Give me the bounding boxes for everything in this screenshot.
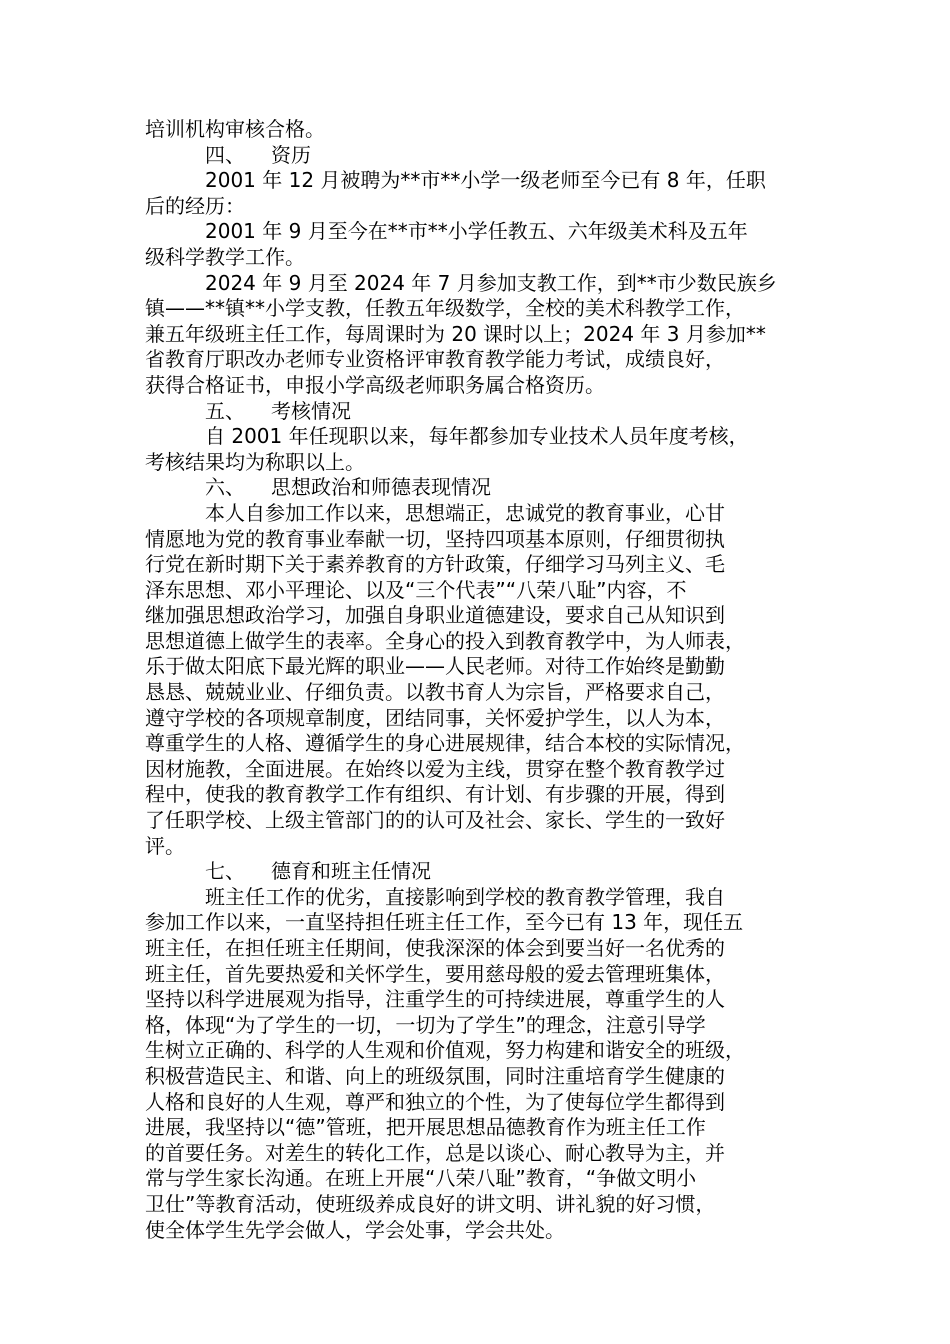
text-line: 格，体现“为了学生的一切，一切为了学生”的理念，注意引导学	[145, 1012, 706, 1037]
document-body	[145, 117, 813, 1243]
text-line: 积极营造民主、和谐、向上的班级氛围，同时注重培育学生健康的	[145, 1063, 725, 1088]
text-line: 自 2001 年任现职以来，每年都参加专业技术人员年度考核，	[205, 424, 749, 449]
text-line: 2001 年 12 月被聘为**市**小学一级老师至今已有 8 年，任职	[205, 168, 766, 193]
text-line: 常与学生家长沟通。在班上开展“八荣八耻”教育，“争做文明小	[145, 1166, 697, 1191]
section-number: 四、	[205, 142, 245, 167]
text-line: 遵守学校的各项规章制度，团结同事，关怀爱护学生，以人为本，	[145, 705, 725, 730]
text-line: 程中，使我的教育教学工作有组织、有计划、有步骤的开展，得到	[145, 782, 725, 807]
text-line: 兼五年级班主任工作，每周课时为 20 课时以上；2024 年 3 月参加**	[145, 321, 766, 346]
text-line: 班主任，在担任班主任期间，使我深深的体会到要当好一名优秀的	[145, 936, 725, 960]
text-line: 级科学教学工作。	[145, 244, 305, 269]
text-line: 考核结果均为称职以上。	[145, 449, 365, 474]
text-line: 恳恳、兢兢业业、仔细负责。以教书育人为宗旨，严格要求自己，	[145, 680, 725, 705]
section-heading	[145, 859, 813, 885]
text-line: 2024 年 9 月至 2024 年 7 月参加支教工作，到**市少数民族乡	[205, 270, 777, 295]
section-title: 德育和班主任情况	[271, 859, 431, 884]
section-title: 考核情况	[271, 398, 351, 423]
text-line: 泽东思想、邓小平理论、以及“三个代表”“八荣八耻”内容，不	[145, 577, 687, 602]
text-line: 省教育厅职改办老师专业资格评审教育教学能力考试，成绩良好，	[145, 347, 725, 372]
section-heading	[145, 475, 813, 501]
text-line: 2001 年 9 月至今在**市**小学任教五、六年级美术科及五年	[205, 219, 748, 244]
text-line: 班主任，首先要热爱和关怀学生，要用慈母般的爱去管理班集体，	[145, 961, 725, 986]
text-line: 人格和良好的人生观，尊严和独立的个性，为了使每位学生都得到	[145, 1089, 725, 1114]
text-line: 尊重学生的人格、遵循学生的身心进展规律，结合本校的实际情况，	[145, 731, 745, 756]
section-number: 七、	[205, 859, 245, 884]
text-line: 镇——**镇**小学支教，任教五年级数学，全校的美术科教学工作，	[145, 296, 745, 321]
text-line: 获得合格证书，申报小学高级老师职务属合格资历。	[145, 372, 605, 397]
text-line: 班主任工作的优劣，直接影响到学校的教育教学管理，我自	[205, 884, 725, 909]
text-line: 评。	[145, 833, 185, 858]
text-line: 参加工作以来，一直坚持担任班主任工作，至今已有 13 年，现任五	[145, 910, 744, 935]
text-line: 卫仕”等教育活动，使班级养成良好的讲文明、讲礼貌的好习惯，	[145, 1191, 716, 1216]
text-line: 行党在新时期下关于素养教育的方针政策，仔细学习马列主义、毛	[145, 552, 725, 577]
text-line: 了任职学校、上级主管部门的的认可及社会、家长、学生的一致好	[145, 808, 725, 833]
section-heading	[145, 143, 813, 169]
section-number: 五、	[205, 398, 245, 423]
text-line: 坚持以科学进展观为指导，注重学生的可持续进展，尊重学生的人	[145, 987, 725, 1012]
text-line: 进展，我坚持以“德”管班，把开展思想品德教育作为班主任工作	[145, 1115, 706, 1140]
section-title: 资历	[271, 142, 311, 167]
text-line: 培训机构审核合格。	[145, 117, 325, 141]
text-line: 使全体学生先学会做人，学会处事，学会共处。	[145, 1217, 565, 1242]
text-line: 继加强思想政治学习，加强自身职业道德建设，要求自己从知识到	[145, 603, 725, 628]
text-line: 思想道德上做学生的表率。全身心的投入到教育教学中，为人师表，	[145, 628, 745, 653]
text-line: 情愿地为党的教育事业奉献一切，坚持四项基本原则，仔细贯彻执	[145, 526, 725, 551]
text-line: 本人自参加工作以来，思想端正，忠诚党的教育事业，心甘	[205, 500, 725, 525]
section-number: 六、	[205, 475, 245, 500]
text-line: 生树立正确的、科学的人生观和价值观，努力构建和谐安全的班级，	[145, 1038, 745, 1063]
text-line: 因材施教，全面进展。在始终以爱为主线，贯穿在整个教育教学过	[145, 756, 725, 781]
section-title: 思想政治和师德表现情况	[271, 475, 491, 500]
text-line: 后的经历：	[145, 193, 245, 218]
text-line: 的首要任务。对差生的转化工作，总是以谈心、耐心教导为主，并	[145, 1140, 725, 1165]
section-heading	[145, 399, 813, 425]
text-line: 乐于做太阳底下最光辉的职业——人民老师。对待工作始终是勤勤	[145, 654, 725, 679]
